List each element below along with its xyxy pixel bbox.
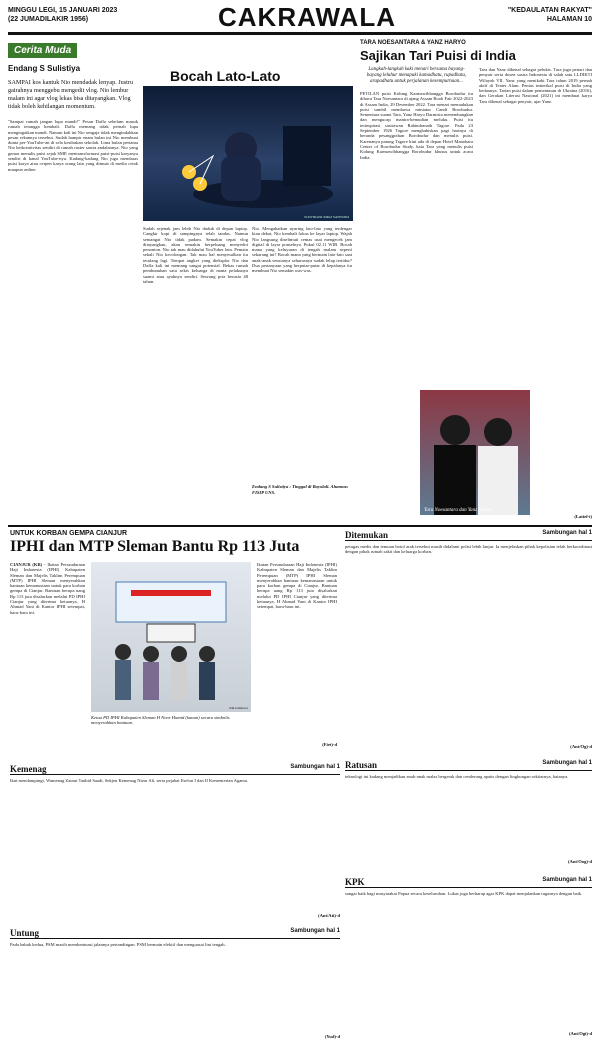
ditemukan-block	[345, 530, 592, 755]
untung-block	[10, 928, 340, 1042]
masthead-paper: "KEDAULATAN RAKYAT" HALAMAN 10	[507, 7, 592, 23]
news-photo-credit: KR-istimewa	[229, 706, 248, 710]
ratusan-block	[345, 760, 592, 870]
kpk-end: (Ant/Ogi)-d	[569, 1031, 592, 1036]
ratusan-cont: Sambungan hal 1	[542, 760, 592, 766]
ditemukan-cont: Sambungan hal 1	[542, 530, 592, 536]
story2-columns	[360, 67, 592, 351]
masthead-title: CAKRAWALA	[218, 2, 396, 32]
story1-body-c: Nio. Mengabaikan nyaring lato-lato yang terdengar kian dekat, Nio kembali fokus ke layar laptop. Wajah Nio langsung diselimuti cemas usai mengecek jam digital di layar ponselnya. Pukul 02.11 WIB. Bocah mana yang keluyuran di tengah malam seperti sekarang ini? Bocah mana yang bermain lato-lato saat anak-anak seusianya seharusnya sudah lelap tertidur? Dua pertanyaan yang berputar-putar di kepalanya itu membuat Nio semakin was-was.	[252, 226, 352, 274]
news-kicker: UNTUK KORBAN GEMPA CIANJUR	[10, 530, 128, 537]
story2-col-left	[360, 67, 473, 351]
story1-footer: Endang S Sulistiya : Tinggal di Boyolali. Alumnus FISIP UNS.	[252, 484, 348, 495]
fold-rule	[8, 525, 592, 527]
news-columns	[10, 562, 340, 752]
story2	[360, 40, 592, 520]
ditemukan-header	[345, 530, 592, 541]
news-photo-block	[91, 562, 251, 752]
ditemukan-body: petugas medis dan temuan botol arak tersebut masih didalami polisi lebih lanjut. Ia menjelaskan pihak kepolisian telah berkoordinasi dengan pihak rumah sakit dan keluarga korban.	[345, 544, 592, 555]
story1-author: Endang S Sulistiya	[8, 64, 81, 73]
lato-lato-illustration	[143, 86, 353, 221]
news-body-2: Ikatan Persaudaraan Haji Indonesia (IPHI) Kabupaten Sleman dan Majelis Taklim Perempuan (MTP) IPHI Sleman menyerahkan bantuan kemanusiaan untuk para korban gempa di Cianjur. Bantuan berupa uang Rp 113 juta disalurkan melalui PD IPHI Cianjur yang diterima ketuanya, H Ahmad Yani di Kantor IPHI setempat, baru-baru ini.	[257, 562, 337, 610]
news-end: (Fiet)-d	[322, 742, 337, 747]
kemenag-cont: Sambungan hal 1	[290, 764, 340, 770]
untung-header	[10, 928, 340, 939]
untung-body: Pada babak kedua, PSM masih mendominasi jalannya pertandingan. PSM bermain efektif dan menguasai lini tengah.	[10, 942, 226, 947]
news-block	[10, 530, 340, 760]
story1-body-b: Sudah sejenak jam lebih Nio duduk di depan laptop. Cangkir kopi di sampingnya telah tandas. Namun semangat Nio tidak padam. Semakin cepat vlog ditayangkan, akan semakin berpeluang menyedot penonton. Nio tak mau didahului YouTuber lain. Pemain sekali Nio kecolongan. Tak mau hal menyesalkan itu terulang lagi. Tempat angker yang dieksplor Nio dan Daffa kali ini memang sangat potensial. Bekas rumah pembunuhan satu sekis keluarga di mana pelakunya suami atau ayahnya sendiri. Seorang pria berusia 48 tahun.	[143, 226, 248, 284]
kpk-cont: Sambungan hal 1	[542, 877, 592, 883]
kemenag-header	[10, 764, 340, 775]
story1-lead: SAMPAI kos kantuk Nio mendadak lenyap. Justru gairahnya menggebu mengedit vlog. Nio lembur malam ini agar vlog lekas bisa ditayangkan. Vlog tidak boleh kehilangan momentum.	[8, 79, 134, 110]
untung-end: (Yud)-d	[324, 1034, 340, 1039]
kpk-block	[345, 877, 592, 1042]
portrait-photo	[420, 390, 530, 515]
ditemukan-title: Ditemukan	[345, 530, 389, 540]
story2-caption: Tara Noesantara dan Yanz Haryo	[424, 508, 492, 513]
news-photo-caption: Ketua PD IPHI Kabupaten Sleman H Noor Hamid (kanan) secara simbolis menyerahkan bantuan.	[91, 715, 230, 726]
story1-left-column	[8, 40, 138, 520]
story1-right-column	[252, 226, 352, 518]
news-body: CIANJUR (KR) - Ikatan Persaudaraan Haji Indonesia (IPHI) Kabupaten Sleman dan Majelis Taklim Perempuan (MTP) IPHI Sleman menyerahkan bantuan kemanusiaan untuk para korban gempa di Cianjur. Bantuan berupa uang Rp 113 juta disalurkan melalui PD IPHI Cianjur yang diterima ketuanya, H Ahmad Yani di Kantor IPHI setempat, baru-baru ini.	[10, 562, 85, 615]
ratusan-header	[345, 760, 592, 771]
news-headline: IPHI dan MTP Sleman Bantu Rp 113 Juta	[10, 538, 300, 555]
masthead-date: MINGGU LEGI, 15 JANUARI 2023 (22 JUMADILAKIR 1956)	[8, 7, 118, 23]
kemenag-block	[10, 764, 340, 924]
kpk-body: sangat baik bagi masyarakat Papua secara keseluruhan. Lukas juga berharap agar KPK dapat menjalankan tugasnya dengan baik.	[345, 891, 583, 896]
story2-body-a: PETILAN puisi Kidung Karmawibhangga Borobudur itu dibaca Tara Noesantara di ajang Assam Book Fair 2022-2023 di Assam India, 29 Desember 2022. Tara menari memadukan puisi sambil membawa miniatur Candi Borobudur. Sementara suami Tara, Yanz Haryo Darmista menembangkan dan mengucap mantra-kemudian meluku. Puisi itu terinspirasi sastrawan Rabindranath Tagore. Pada 23 September 1926 Tagore menghabiskan pagi harinya di beranda pesanggrahan Borobudur dan menulis puisi. Karenanya patung Tagore kini ada di depan Hotel Manohara Center of Borobudur Study, kata Tara yang menulis puisi Kidung Karmawibhangga Borobudur khusus untuk acara India.	[360, 91, 473, 160]
story2-footer: (Latief-i)	[574, 514, 592, 519]
kemenag-title: Kemenag	[10, 764, 47, 774]
story2-body-b: Tara dan Yanz dikenal sebagai pelukis. Tara juga penari dan penyair serta dosen sastra Indonesia di salah satu LLDIKTI Wilayah VII. Yanz yang menikahi Tara tahun 2019 pernah aktif di Teater Alam. Pentas teaterikal puisi di India yang keduanya. Tarian puisi dalam pementasan di Ukraina (2016), dan Gerakan Literasi Nasional (2021) ini membuat karya Tara dikenal sebagai penyair, ujar Yanz.	[479, 67, 592, 104]
story2-authors: TARA NOESANTARA & YANZ HARYO	[360, 40, 466, 46]
ceremony-photo	[91, 562, 251, 712]
untung-title: Untung	[10, 928, 40, 938]
ratusan-title: Ratusan	[345, 760, 378, 770]
story1-title: Bocah Lato-Lato	[170, 68, 281, 84]
untung-cont: Sambungan hal 1	[290, 928, 340, 934]
kpk-header	[345, 877, 592, 888]
ratusan-end: (Ant/Oog)-d	[568, 859, 592, 864]
news-col-3	[257, 562, 337, 752]
story1-illustration	[143, 86, 353, 221]
story1-body-a: "Sampai rumah jangan lupa mandi!" Pesan Daffa sebelum masuk rumah tetangga kembali. Daffa memang tidak pernah lupa mengingatkan mandi. Namun kali ini Nio sengaja tidak mengindahkan pesan rekannya tersebut. Sudah hampir enam bulan ini Nio membuat dunia per-YouTube-an di sela kesibukan sekolah. Lima bulan pertama Nio berkreativitas sendiri di rumah ruster sastra andalannya. Nio yang gemar menulis puisi sejak SMP, mentransformasi puisi-puisi karyanya sendiri di kanal YouTube-nya. Kadang-kadang Nio juga mendaras puisi karya atau cerpen karya orang lain yang dimuat di media cetak maupun online.	[8, 119, 138, 172]
illustration-credit: ILUSTRASI JOKO SANTOSO	[304, 215, 349, 219]
story1-rubric: Cerita Muda	[8, 43, 77, 58]
kpk-title: KPK	[345, 877, 365, 887]
kemenag-end: (Ant/Ati)-d	[318, 913, 340, 918]
story2-title: Sajikan Tari Puisi di India	[360, 48, 516, 63]
story2-col-right	[479, 67, 592, 351]
masthead	[8, 4, 592, 35]
news-photo	[91, 562, 251, 712]
kemenag-body: Ikut mendampingi, Wamenag Zainut Tauhid Saadi, Sekjen Kemenag Nizar Ali, serta pejabat Eselon I dan II Kementerian Agama.	[10, 778, 249, 783]
ditemukan-end: (Ant/Og)-d	[570, 744, 592, 749]
news-col-1	[10, 562, 85, 752]
ratusan-body: teknologi ini kadang menjadikan anak-anak malas bergerak dan cenderung apatis dengan lingkungan sekitarnya, katanya.	[345, 774, 569, 779]
story2-deck: Langkah-langkah kaki menari bersama bayang-bayang leluhur menapaki kamadhatu, rupadhatu, arupadhatu untuk perjalanan kesempurnaan...	[366, 67, 467, 84]
story2-photo	[420, 390, 530, 515]
